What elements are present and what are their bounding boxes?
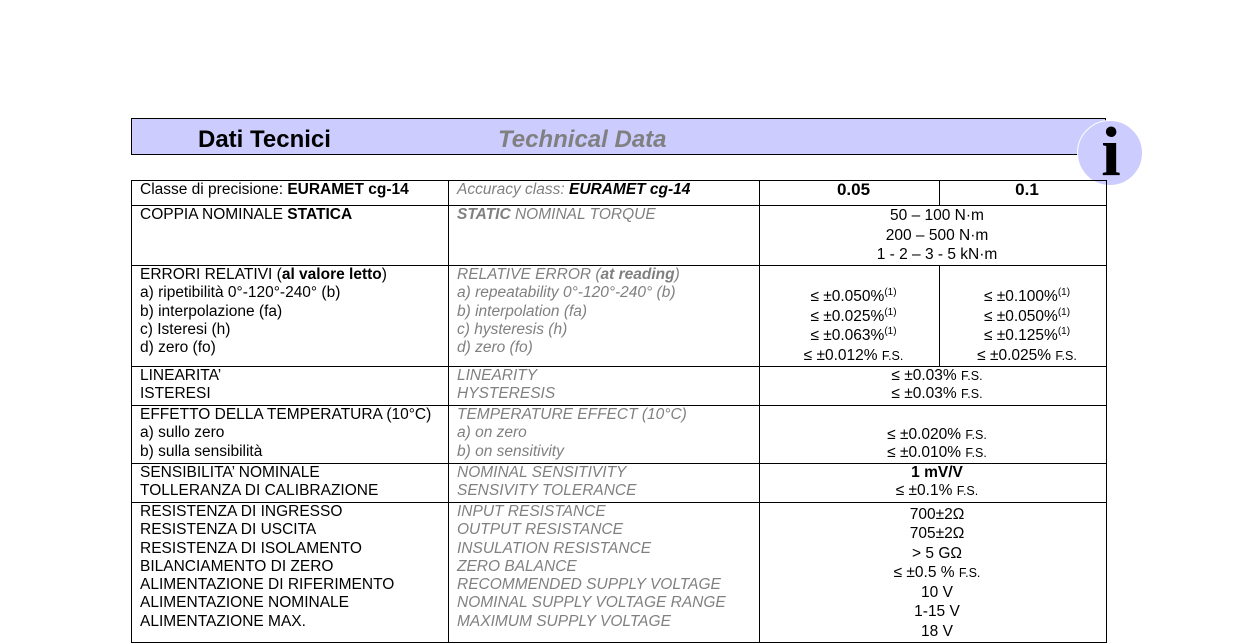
footnote-ref: (1) [1057, 325, 1071, 337]
accuracy-class-it [132, 181, 449, 206]
errors-it-title-prefix: ERRORI RELATIVI ( [140, 266, 282, 283]
errors-it-title [140, 266, 448, 284]
linearity-values [760, 367, 1107, 406]
torque-value: 200 – 500 N·m [885, 226, 989, 244]
temperature-value-text: ≤ ±0.020% [887, 426, 962, 443]
electrical-it-item: RESISTENZA DI USCITA [140, 521, 317, 539]
error-value [768, 326, 939, 346]
errors-en-item: a) repeatability 0°-120°-240° (b) [457, 284, 676, 302]
errors-it-item: c) Isteresi (h) [140, 320, 231, 338]
linearity-value-text: ≤ ±0.03% [891, 367, 957, 384]
fs-unit: F.S. [961, 387, 983, 402]
table-row [132, 266, 1107, 367]
error-value [948, 326, 1106, 346]
error-value-text: ≤ ±0.012% [803, 346, 878, 364]
fs-unit: F.S. [881, 348, 904, 363]
errors-it [132, 266, 449, 367]
electrical-en-item: RECOMMENDED SUPPLY VOLTAGE [457, 576, 721, 594]
fs-unit: F.S. [958, 565, 981, 580]
footnote-ref: (1) [1057, 286, 1071, 298]
accuracy-col-0-1: 0.1 [940, 181, 1107, 206]
electrical-value: 705±2Ω [909, 525, 965, 543]
errors-en-item: c) hysteresis (h) [457, 320, 568, 338]
accuracy-col-0-05: 0.05 [760, 181, 940, 206]
electrical-it-item: ALIMENTAZIONE NOMINALE [140, 594, 349, 612]
footnote-ref: (1) [884, 306, 897, 318]
footnote-ref: (1) [1057, 306, 1071, 318]
fs-unit: F.S. [1055, 348, 1077, 363]
sensitivity-it-item: TOLLERANZA DI CALIBRAZIONE [140, 482, 379, 500]
error-value-text: ≤ ±0.050% [983, 307, 1058, 325]
temperature-value-text: ≤ ±0.010% [887, 444, 962, 462]
electrical-en-item: INPUT RESISTANCE [457, 503, 606, 520]
electrical-it [132, 503, 449, 643]
errors-en-title [457, 266, 759, 284]
errors-it-item: d) zero (fo) [140, 339, 216, 357]
linearity-en-item: HYSTERESIS [457, 385, 556, 403]
errors-it-title-suffix: ) [381, 266, 387, 283]
tolerance-value-text: ≤ ±0.1% [895, 482, 953, 500]
fs-unit: F.S. [965, 446, 987, 461]
errors-col-0-05 [760, 266, 940, 367]
torque-it-label: COPPIA NOMINALE [140, 206, 288, 223]
temperature-en [449, 406, 760, 464]
error-value-text: ≤ ±0.125% [983, 327, 1058, 344]
sensitivity-it [132, 464, 449, 503]
fs-unit: F.S. [961, 369, 983, 383]
errors-col-0-1 [940, 266, 1107, 367]
electrical-en-item: NOMINAL SUPPLY VOLTAGE RANGE [457, 594, 726, 612]
fs-unit: F.S. [956, 484, 979, 499]
error-value [948, 346, 1106, 367]
error-value-text: ≤ ±0.100% [983, 288, 1058, 305]
errors-en-title-prefix: RELATIVE ERROR ( [457, 266, 601, 283]
accuracy-class-en [449, 181, 760, 206]
accuracy-class-en-label: Accuracy class: [457, 181, 569, 198]
error-value [948, 307, 1106, 327]
accuracy-class-en-value: EURAMET cg-14 [568, 181, 691, 198]
error-value-text: ≤ ±0.025% [810, 307, 885, 325]
electrical-value [768, 563, 1106, 583]
info-icon [1077, 114, 1143, 191]
title-italian: Dati Tecnici [198, 126, 331, 153]
table-row [132, 503, 1107, 643]
torque-en [449, 206, 760, 266]
errors-en-title-bold: at reading [600, 266, 675, 283]
electrical-value: 700±2Ω [909, 506, 965, 523]
error-value-text: ≤ ±0.050% [810, 288, 885, 305]
error-value [768, 346, 939, 367]
linearity-en-item: LINEARITY [457, 367, 538, 384]
errors-it-item: a) ripetibilità 0°-120°-240° (b) [140, 284, 341, 302]
electrical-value: 18 V [921, 622, 953, 640]
error-value [768, 307, 939, 327]
fs-unit: F.S. [965, 428, 987, 442]
error-value [948, 287, 1106, 307]
electrical-it-item: ALIMENTAZIONE DI RIFERIMENTO [140, 576, 395, 594]
torque-it [132, 206, 449, 266]
electrical-value: 1-15 V [914, 603, 960, 621]
section-header [131, 118, 1106, 155]
errors-en [449, 266, 760, 367]
electrical-en-item: INSULATION RESISTANCE [457, 539, 652, 557]
table-row [132, 367, 1107, 406]
electrical-value-text: ≤ ±0.5 % [893, 563, 955, 581]
sensitivity-en-item: SENSIVITY TOLERANCE [457, 482, 637, 500]
electrical-it-item: ALIMENTAZIONE MAX. [140, 612, 306, 630]
electrical-en-item: MAXIMUM SUPPLY VOLTAGE [457, 612, 671, 630]
table-row [132, 406, 1107, 464]
torque-en-bold: STATIC [457, 206, 511, 223]
linearity-value [768, 385, 1106, 403]
torque-en-label: NOMINAL TORQUE [510, 206, 656, 223]
electrical-it-item: BILANCIAMENTO DI ZERO [140, 557, 334, 575]
info-glyph: i [1101, 114, 1121, 191]
error-value-text: ≤ ±0.063% [810, 327, 885, 344]
footnote-ref: (1) [884, 286, 897, 298]
linearity-value-text: ≤ ±0.03% [891, 385, 957, 403]
temperature-it-item: EFFETTO DELLA TEMPERATURA (10°C) [140, 406, 432, 423]
linearity-value [768, 367, 1106, 385]
temperature-values [760, 406, 1107, 464]
linearity-it [132, 367, 449, 406]
table-row [132, 181, 1107, 206]
technical-data-table [131, 180, 1107, 643]
electrical-value: 10 V [921, 584, 953, 602]
temperature-it-item: a) sullo zero [140, 424, 225, 442]
electrical-values [760, 503, 1107, 643]
errors-en-item: b) interpolation (fa) [457, 302, 588, 320]
footnote-ref: (1) [884, 325, 897, 337]
electrical-value: > 5 GΩ [912, 544, 962, 562]
linearity-en [449, 367, 760, 406]
sensitivity-en [449, 464, 760, 503]
tolerance-value [768, 482, 1106, 500]
errors-en-item: d) zero (fo) [457, 339, 533, 357]
linearity-it-item: ISTERESI [140, 385, 211, 403]
table-row [132, 464, 1107, 503]
temperature-it [132, 406, 449, 464]
temperature-en-item: a) on zero [457, 424, 527, 442]
temperature-en-item: TEMPERATURE EFFECT (10°C) [457, 406, 687, 423]
errors-en-title-suffix: ) [674, 266, 680, 283]
table-row [132, 206, 1107, 266]
temperature-value [768, 444, 1106, 462]
nominal-sensitivity-value: 1 mV/V [911, 464, 963, 481]
torque-values [760, 206, 1107, 266]
linearity-it-item: LINEARITA’ [140, 367, 222, 384]
errors-it-item: b) interpolazione (fa) [140, 302, 283, 320]
errors-it-title-bold: al valore letto [281, 266, 382, 283]
electrical-en-item: ZERO BALANCE [457, 557, 577, 575]
sensitivity-values [760, 464, 1107, 503]
temperature-value [768, 426, 1106, 444]
title-english: Technical Data [498, 126, 667, 153]
error-value [768, 287, 939, 307]
electrical-it-item: RESISTENZA DI ISOLAMENTO [140, 539, 362, 557]
accuracy-class-it-value: EURAMET cg-14 [287, 181, 409, 198]
temperature-en-item: b) on sensitivity [457, 442, 564, 460]
sensitivity-it-item: SENSIBILITA’ NOMINALE [140, 464, 320, 481]
electrical-en [449, 503, 760, 643]
torque-value: 1 - 2 – 3 - 5 kN·m [876, 246, 998, 263]
torque-it-bold: STATICA [287, 206, 353, 223]
torque-value: 50 – 100 N·m [890, 207, 984, 224]
sensitivity-en-item: NOMINAL SENSITIVITY [457, 464, 627, 481]
electrical-en-item: OUTPUT RESISTANCE [457, 521, 623, 539]
error-value-text: ≤ ±0.025% [977, 346, 1052, 364]
electrical-it-item: RESISTENZA DI INGRESSO [140, 503, 343, 520]
temperature-it-item: b) sulla sensibilità [140, 442, 263, 460]
accuracy-class-it-label: Classe di precisione: [140, 181, 288, 198]
